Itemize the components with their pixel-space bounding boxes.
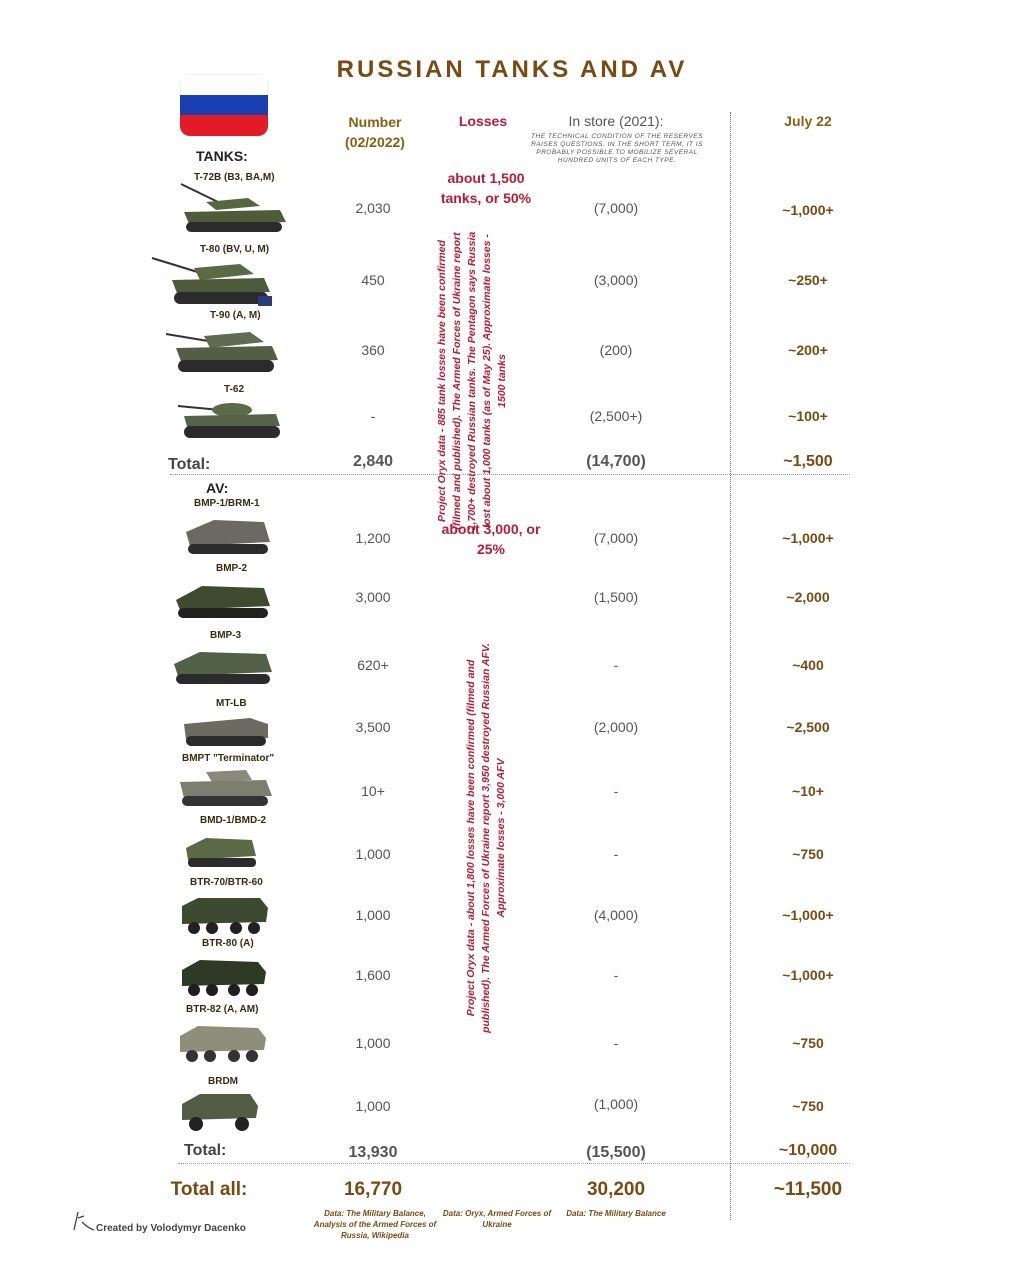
number-value: 10+ (361, 783, 385, 799)
number-value: - (370, 408, 376, 424)
vehicle-name: BTR-80 (A) (202, 938, 254, 949)
tanks-total-july: ~1,500 (783, 453, 833, 470)
av-total-number: 13,930 (348, 1144, 398, 1161)
apc-icon (178, 952, 268, 1002)
number-value: 1,000 (355, 907, 391, 923)
bmpt-icon (176, 764, 274, 812)
july-value: ~400 (792, 657, 824, 673)
number-value: 1,600 (355, 967, 391, 983)
vehicle-name: T-62 (224, 384, 245, 395)
av-losses-note: Project Oryx data - about 1,800 losses have been confirmed (filmed and published). The Armed Forces of Ukraine report 3,950 destroyed Russian AFV. Approximate losses - 3,000 AFV (465, 643, 507, 1033)
store-value: - (613, 1035, 619, 1051)
tanks-losses-summary: about 1,500 tanks, or 50% (440, 170, 532, 206)
vehicle-name: T-80 (BV, U, M) (200, 244, 270, 255)
july-value: ~1,000+ (782, 202, 834, 218)
column-divider (730, 112, 731, 1220)
apc-icon (178, 890, 270, 940)
number-value: 1,000 (355, 846, 391, 862)
july-value: ~1,000+ (782, 530, 834, 546)
july-value: ~2,500 (786, 719, 830, 735)
july-value: ~750 (792, 846, 824, 862)
july-value: ~750 (792, 1098, 824, 1114)
vehicle-name: BTR-70/BTR-60 (190, 877, 263, 888)
number-value: 2,030 (355, 200, 391, 216)
store-value: - (613, 967, 619, 983)
july-value: ~250+ (788, 272, 828, 288)
ifv-icon (172, 576, 272, 626)
number-value: 620+ (357, 657, 389, 673)
number-value: 3,000 (355, 589, 391, 605)
total-all-number: 16,770 (343, 1179, 403, 1200)
vehicle-name: BRDM (208, 1076, 238, 1087)
vehicle-name: T-90 (A, M) (210, 310, 261, 321)
total-all-store: 30,200 (586, 1179, 646, 1200)
store-value: (2,000) (593, 719, 639, 735)
tanks-losses-note: Project Oryx data - 885 tank losses have been confirmed (filmed and published). The Armed Forces of Ukraine report 1,700+ destroyed Russian tanks. The Pentagon says Russia lost about 1,000 tanks (as of May 25). Approximate losses - 1500 tanks (436, 231, 508, 531)
store-value: - (613, 783, 619, 799)
vehicle-name: BMP-3 (210, 630, 242, 641)
header-july: July 22 (784, 113, 832, 129)
tank-icon (176, 392, 284, 444)
tanks-total-store: (14,700) (586, 453, 646, 470)
store-value: (2,500+) (589, 408, 643, 424)
vehicle-name: T-72B (B3, BA,M) (194, 172, 275, 183)
store-value: (1,500) (593, 589, 639, 605)
scout-car-icon (178, 1086, 262, 1136)
tank-icon (150, 252, 274, 310)
number-value: 1,000 (355, 1035, 391, 1051)
tanks-total-number: 2,840 (352, 453, 394, 470)
july-value: ~750 (792, 1035, 824, 1051)
source-number: Data: The Military Balance, Analysis of the Armed Forces of Russia, Wikipedia (313, 1209, 437, 1240)
av-section-label: AV: (206, 480, 229, 496)
divider (170, 474, 850, 475)
total-all-label: Total all: (170, 1179, 248, 1200)
header-in-store: In store (2021): (568, 113, 664, 129)
apc-icon (176, 1018, 268, 1068)
vehicle-name: BTR-82 (A, AM) (186, 1004, 259, 1015)
tanks-total-label: Total: (168, 456, 211, 473)
july-value: ~200+ (788, 342, 828, 358)
source-losses: Data: Oryx, Armed Forces of Ukraine (442, 1209, 552, 1229)
number-value: 360 (361, 342, 385, 358)
source-store: Data: The Military Balance (566, 1209, 666, 1218)
av-total-july: ~10,000 (778, 1142, 838, 1159)
in-store-note: THE TECHNICAL CONDITION OF THE RESERVES RAISES QUESTIONS. IN THE SHORT TERM, IT IS PROBABLY POSSIBLE TO MOBILIZE SEVERAL HUNDRED UNITS OF EACH TYPE. (531, 133, 703, 164)
tank-icon (176, 182, 294, 238)
store-value: - (613, 846, 619, 862)
av-total-store: (15,500) (586, 1144, 646, 1161)
july-value: ~10+ (792, 783, 824, 799)
vehicle-name: BMPT "Terminator" (182, 753, 275, 764)
july-value: ~1,000+ (782, 967, 834, 983)
ifv-icon (180, 512, 272, 562)
store-value: (3,000) (593, 272, 639, 288)
apc-icon (180, 710, 272, 752)
vehicle-name: BMD-1/BMD-2 (200, 815, 267, 826)
tank-icon (164, 322, 282, 378)
july-value: ~2,000 (786, 589, 830, 605)
header-number: Number (02/2022) (345, 114, 405, 150)
store-value: (1,000) (593, 1096, 639, 1112)
av-losses-summary: about 3,000, or 25% (441, 521, 541, 557)
total-all-july: ~11,500 (773, 1179, 843, 1200)
vehicle-name: MT-LB (216, 698, 247, 709)
number-value: 1,200 (355, 530, 391, 546)
author-signature-icon (70, 1208, 96, 1234)
number-value: 450 (361, 272, 385, 288)
header-losses: Losses (458, 113, 508, 129)
page-title: RUSSIAN TANKS AND AV (336, 56, 688, 83)
store-value: (200) (599, 342, 633, 358)
russia-flag-icon (180, 74, 268, 136)
vehicle-name: BMP-2 (216, 563, 248, 574)
july-value: ~100+ (788, 408, 828, 424)
author-credit: Created by Volodymyr Dacenko (96, 1223, 246, 1234)
july-value: ~1,000+ (782, 907, 834, 923)
store-value: (7,000) (593, 530, 639, 546)
store-value: (7,000) (593, 200, 639, 216)
av-total-label: Total: (184, 1142, 227, 1159)
ifv-icon (182, 828, 260, 874)
store-value: - (613, 657, 619, 673)
ifv-icon (170, 642, 276, 692)
divider (178, 1163, 850, 1164)
vehicle-name: BMP-1/BRM-1 (194, 498, 260, 509)
number-value: 1,000 (355, 1098, 391, 1114)
tanks-section-label: TANKS: (196, 148, 248, 164)
store-value: (4,000) (593, 907, 639, 923)
number-value: 3,500 (355, 719, 391, 735)
